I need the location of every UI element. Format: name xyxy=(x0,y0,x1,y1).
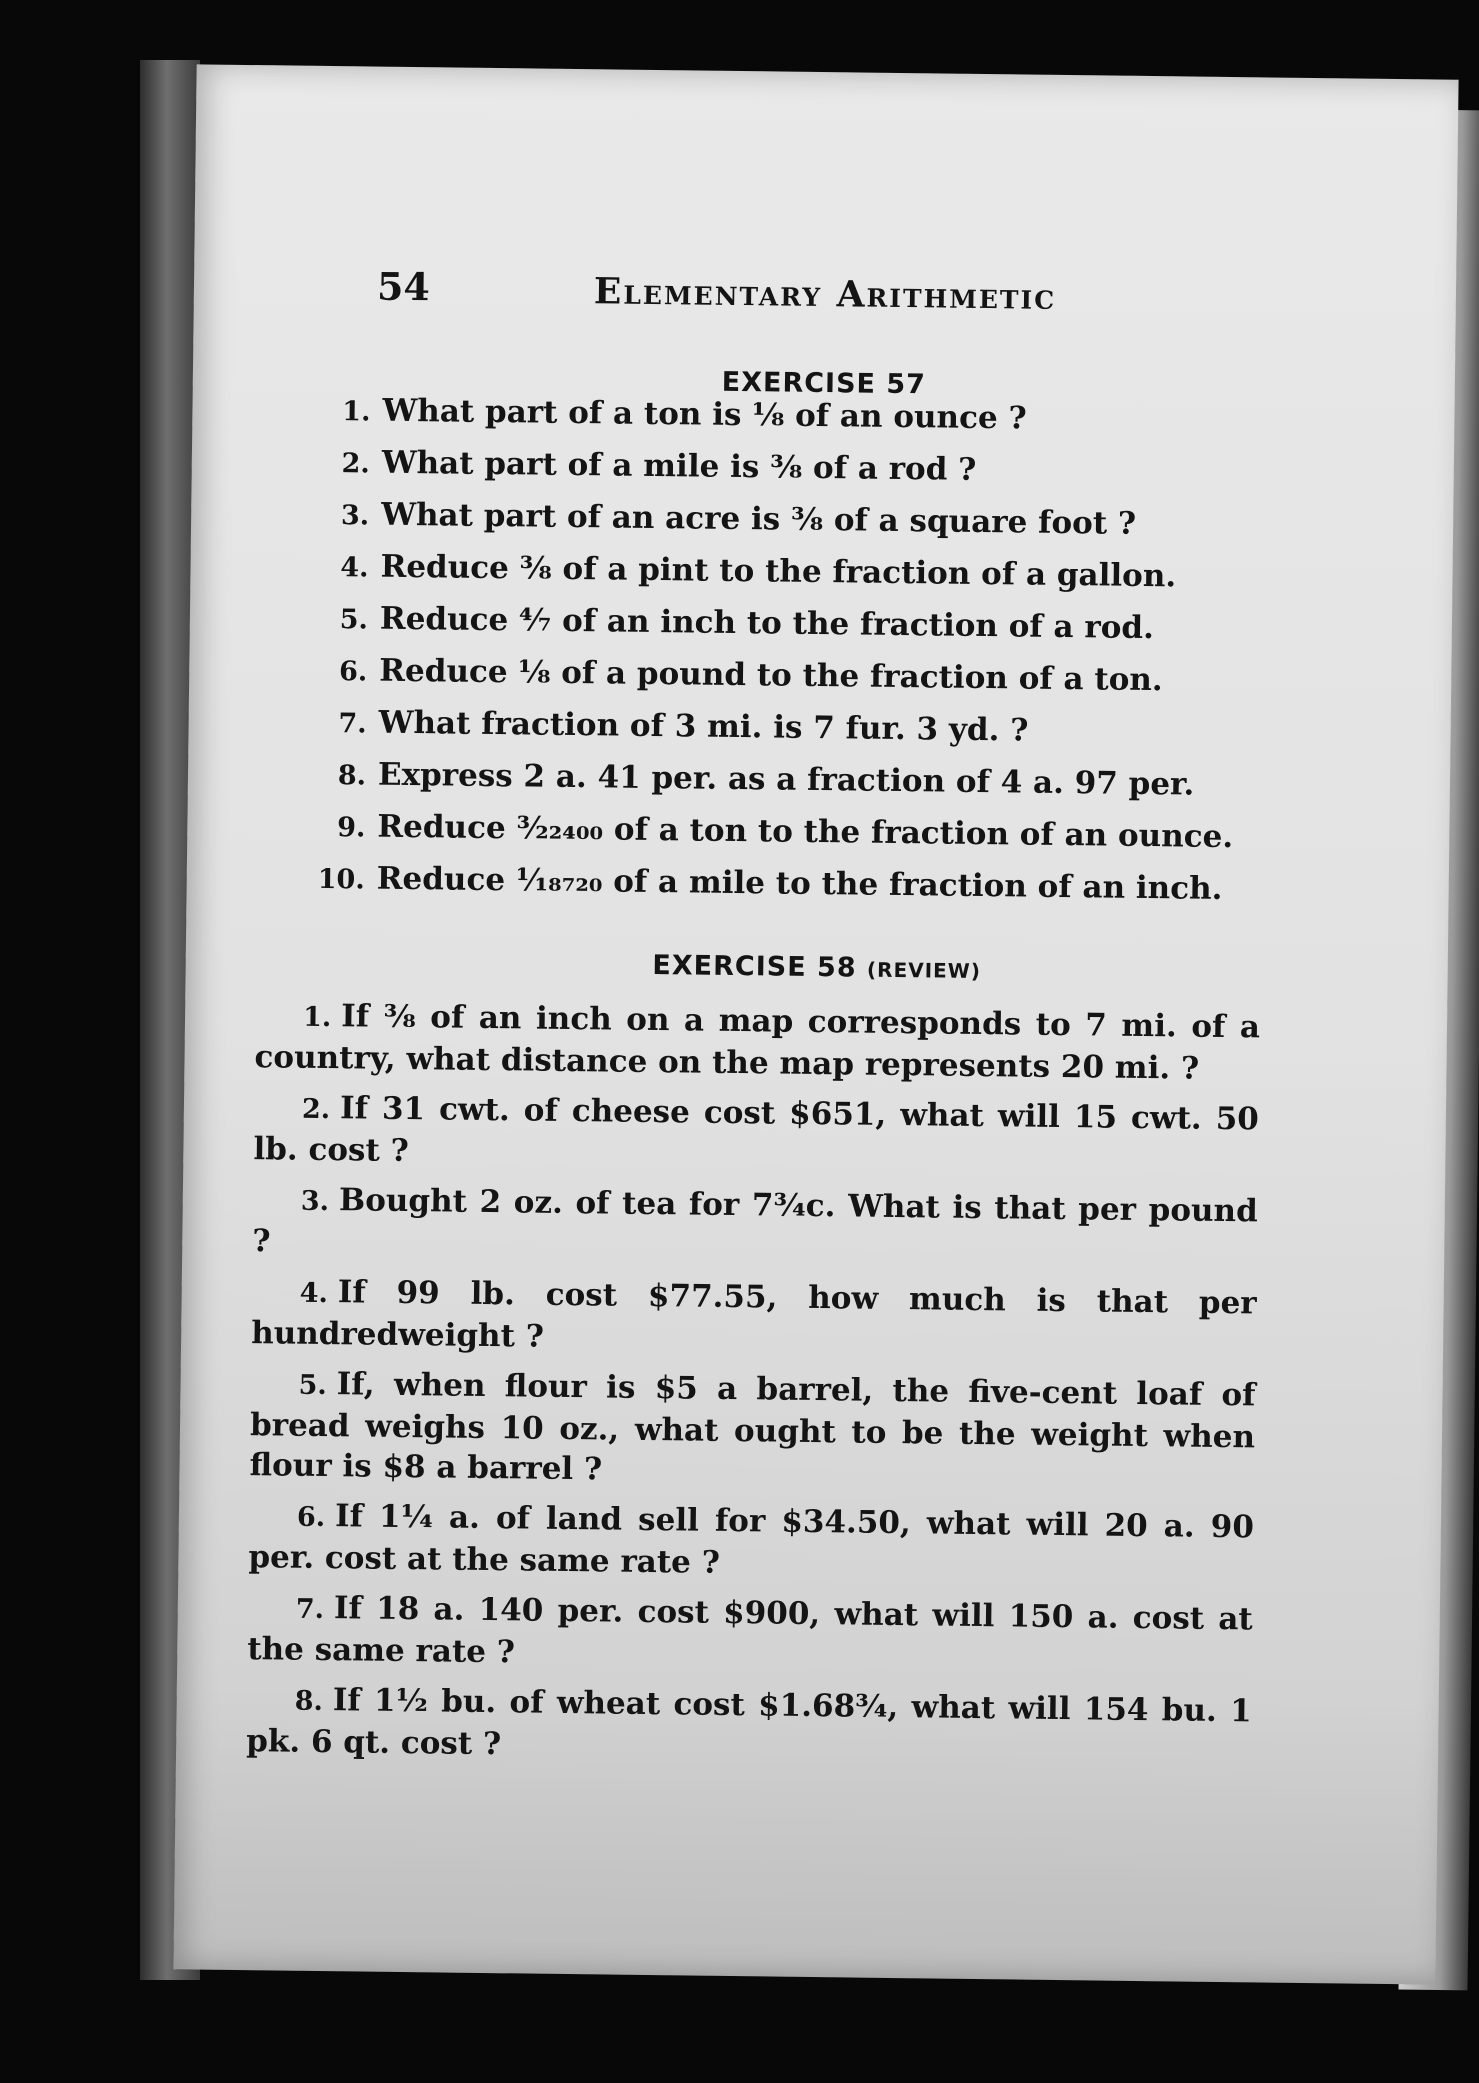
exercise-58-item: 8. If 1½ bu. of wheat cost $1.68¾, what will 154 bu. 1 pk. 6 qt. cost ? xyxy=(245,1682,1252,1763)
exercise-58-item: 1. If ⅜ of an inch on a map corresponds to 7 mi. of a country, what distance on the map represents 20 mi. ? xyxy=(254,998,1261,1087)
exercise-58-item: 4. If 99 lb. cost $77.55, how much is that per hundredweight ? xyxy=(250,1274,1257,1355)
exercise-57-title: EXERCISE 57 xyxy=(721,366,927,401)
exercise-58-subtitle: (REVIEW) xyxy=(866,957,982,984)
page-number: 54 xyxy=(376,263,431,310)
exercise-58-item: 7. If 18 a. 140 per. cost $900, what will 150 a. cost at the same rate ? xyxy=(247,1590,1253,1671)
exercise-57-item: 4. Reduce ⅜ of a pint to the fraction of a gallon. xyxy=(340,548,1177,595)
exercise-57-item: 9. Reduce ³⁄₂₂₄₀₀ of a ton to the fraction of an ounce. xyxy=(336,808,1234,856)
running-title: Elementary Arithmetic xyxy=(593,270,1057,318)
exercise-57-item: 6. Reduce ⅛ of a pound to the fraction of a ton. xyxy=(338,652,1163,699)
exercise-57-item: 1. What part of a ton is ⅛ of an ounce ? xyxy=(342,392,1027,437)
exercise-57-item: 10. Reduce ¹⁄₁₈₇₂₀ of a mile to the fraction of an inch. xyxy=(317,860,1223,907)
exercise-58-item: 2. If 31 cwt. of cheese cost $651, what will 15 cwt. 50 lb. cost ? xyxy=(253,1090,1260,1170)
exercise-58-item: 6. If 1¼ a. of land sell for $34.50, what will 20 a. 90 per. cost at the same rate ? xyxy=(248,1498,1255,1581)
exercise-58-title: EXERCISE 58 (REVIEW) xyxy=(652,949,982,984)
exercise-58-item: 5. If, when flour is $5 a barrel, the five-cent loaf of bread weighs 10 oz., what ought to be the weight when flour is $8 a barrel ? xyxy=(249,1366,1256,1488)
exercise-57-item: 7. What fraction of 3 mi. is 7 fur. 3 yd. ? xyxy=(338,704,1029,749)
exercise-58-item: 3. Bought 2 oz. of tea for 7¾c. What is that per pound ? xyxy=(252,1182,1258,1260)
exercise-57-item: 8. Express 2 a. 41 per. as a fraction of 4 a. 97 per. xyxy=(337,756,1195,803)
exercise-57-item: 5. Reduce ⁴⁄₇ of an inch to the fraction of a rod. xyxy=(339,600,1155,647)
page-header xyxy=(193,261,1456,346)
book-page xyxy=(173,64,1458,1984)
exercise-57-item: 2. What part of a mile is ⅜ of a rod ? xyxy=(341,444,977,488)
exercise-57-item: 3. What part of an acre is ⅜ of a square foot ? xyxy=(340,496,1137,542)
